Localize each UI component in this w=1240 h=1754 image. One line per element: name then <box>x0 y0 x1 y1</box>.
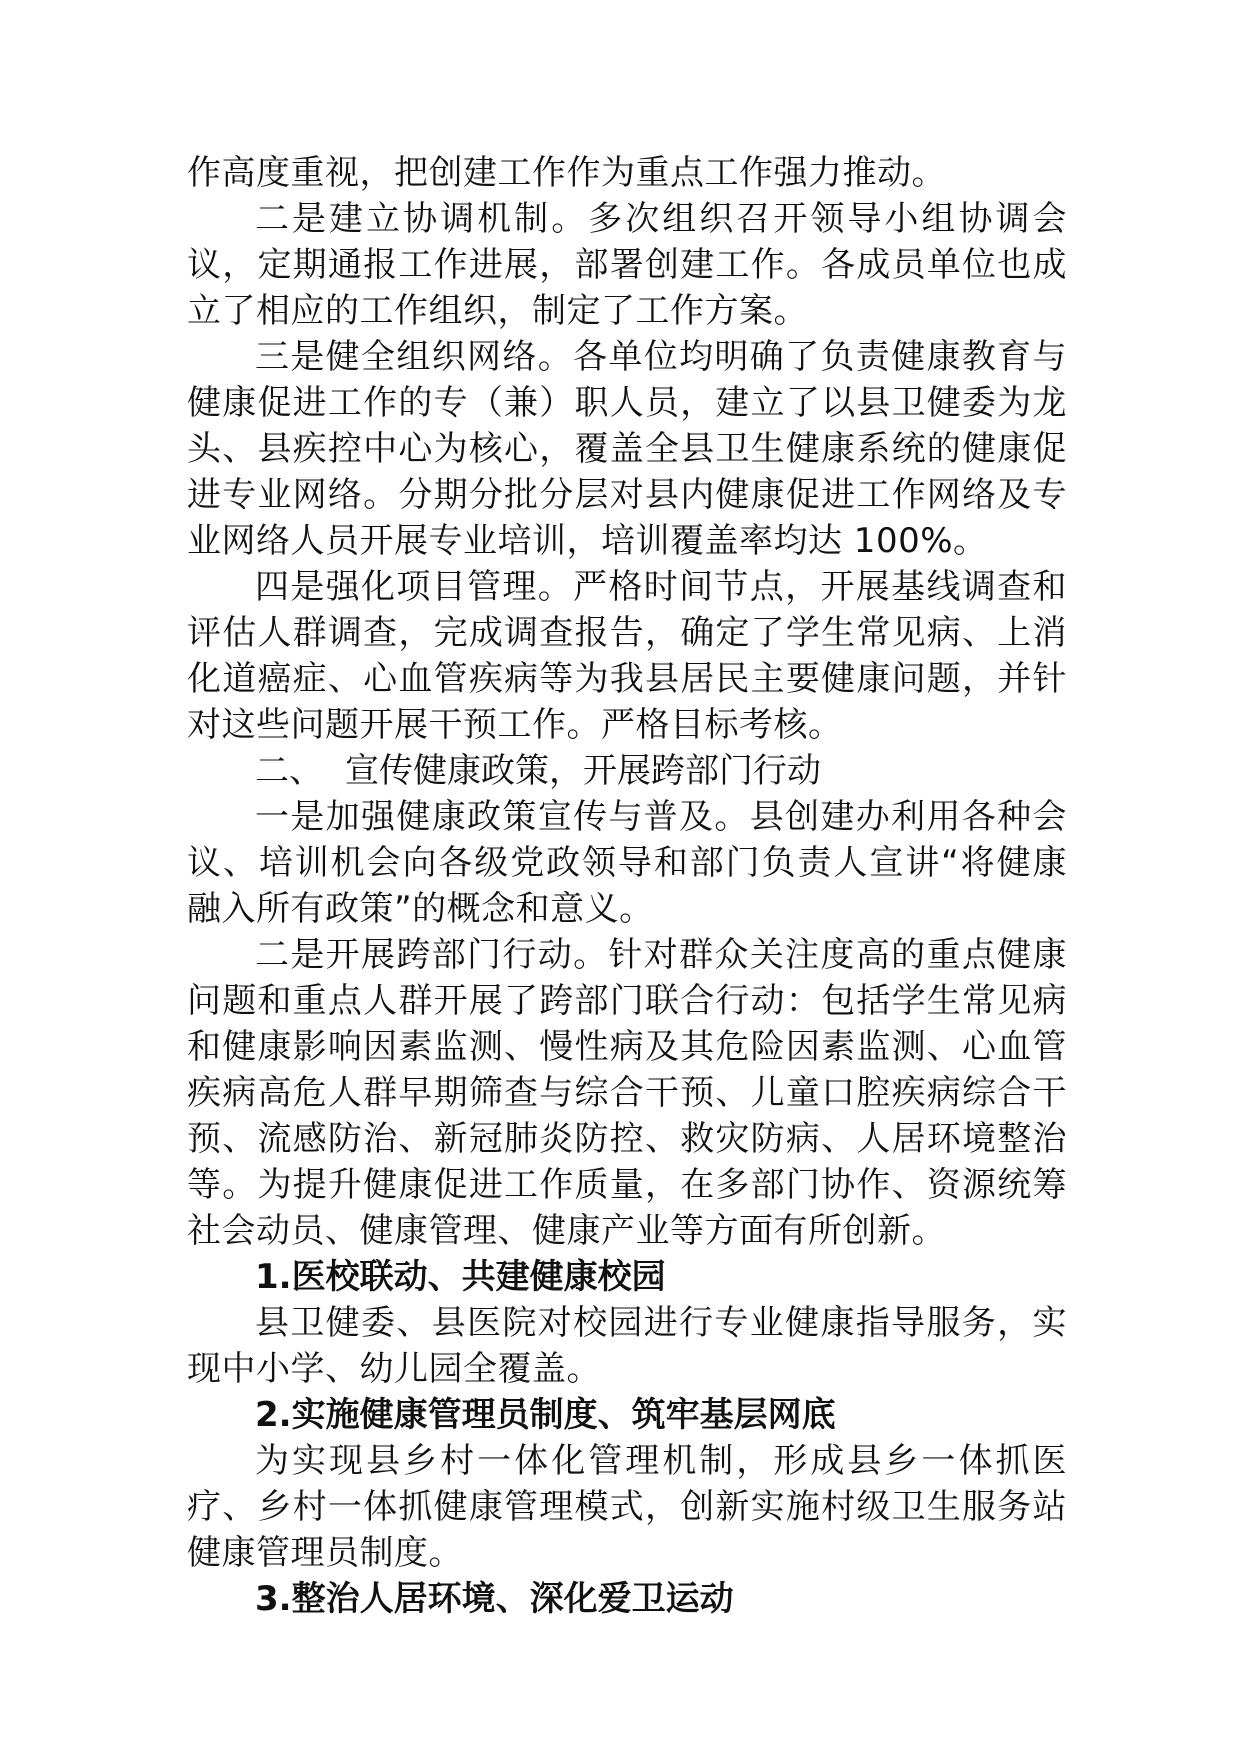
document-body <box>187 150 1067 1622</box>
paragraph-health-manager-system: 为实现县乡村一体化管理机制，形成县乡一体抓医疗、乡村一体抓健康管理模式，创新实施村级卫生服务站健康管理员制度。 <box>187 1441 1067 1573</box>
subheading-3: 3.整治人居环境、深化爱卫运动 <box>255 1579 734 1619</box>
paragraph-continuation: 作高度重视，把创建工作作为重点工作强力推动。 <box>187 153 946 193</box>
subheading-2: 2.实施健康管理员制度、筑牢基层网底 <box>255 1395 836 1435</box>
section-heading-2 <box>187 748 1067 794</box>
section-title: 宣传健康政策，开展跨部门行动 <box>345 751 821 791</box>
subheading-1: 1.医校联动、共建健康校园 <box>255 1257 666 1297</box>
paragraph-project-management: 四是强化项目管理。严格时间节点，开展基线调查和评估人群调查，完成调查报告，确定了学生常见病、上消化道癌症、心血管疾病等为我县居民主要健康问题，并针对这些问题开展干预工作。严格目标考核。 <box>187 567 1067 745</box>
section-number: 二、 <box>255 751 323 791</box>
paragraph-coordination-mechanism: 二是建立协调机制。多次组织召开领导小组协调会议，定期通报工作进展，部署创建工作。各成员单位也成立了相应的工作组织，制定了工作方案。 <box>187 199 1067 331</box>
paragraph-school-health: 县卫健委、县医院对校园进行专业健康指导服务，实现中小学、幼儿园全覆盖。 <box>187 1303 1067 1389</box>
paragraph-cross-department-action: 二是开展跨部门行动。针对群众关注度高的重点健康问题和重点人群开展了跨部门联合行动：包括学生常见病和健康影响因素监测、慢性病及其危险因素监测、心血管疾病高危人群早期筛查与综合干预、儿童口腔疾病综合干预、流感防治、新冠肺炎防控、救灾防病、人居环境整治等。为提升健康促进工作质量，在多部门协作、资源统筹社会动员、健康管理、健康产业等方面有所创新。 <box>187 935 1067 1251</box>
paragraph-policy-promotion: 一是加强健康政策宣传与普及。县创建办利用各种会议、培训机会向各级党政领导和部门负责人宣讲“将健康融入所有政策”的概念和意义。 <box>187 797 1067 929</box>
paragraph-organization-network: 三是健全组织网络。各单位均明确了负责健康教育与健康促进工作的专（兼）职人员，建立了以县卫健委为龙头、县疾控中心为核心，覆盖全县卫生健康系统的健康促进专业网络。分期分批分层对县内健康促进工作网络及专业网络人员开展专业培训，培训覆盖率均达 100%。 <box>187 337 1067 561</box>
